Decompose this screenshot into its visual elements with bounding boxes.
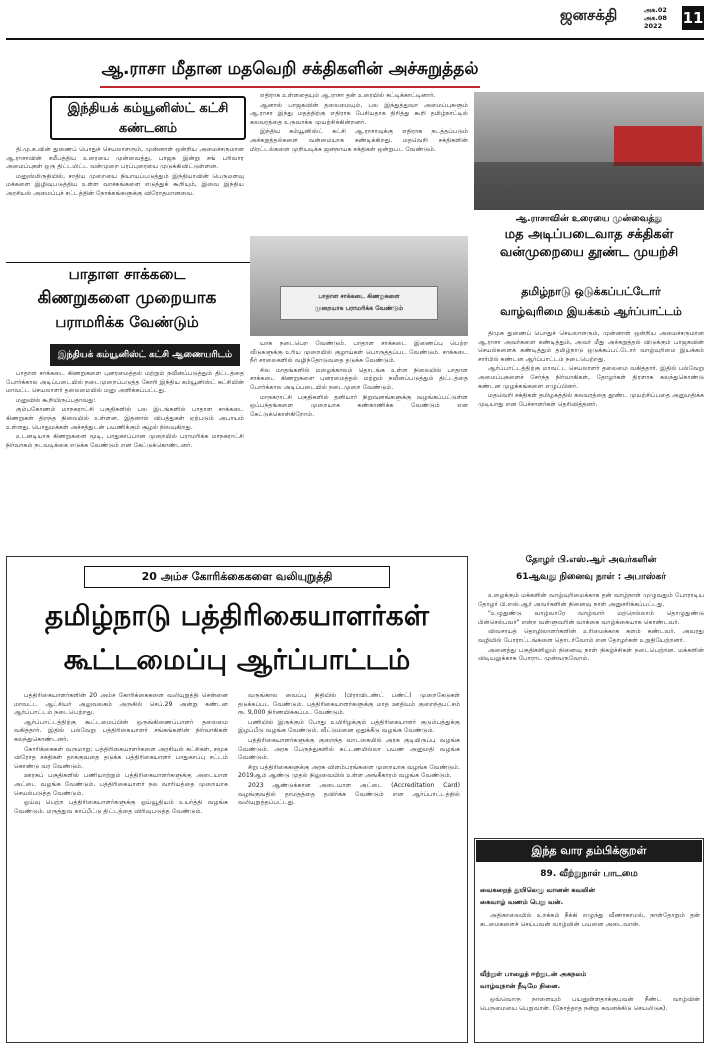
story5-col1-para4: ஊரகப் பகுதிகளில் பணியாற்றும் பத்திரிகையாளர்களுக்கு அடையாள அட்டை வழங்க வேண்டும். பத்திரிகையாளர் நல வாரியத்தை முறையாக செயல்படுத்த வேண்டும். bbox=[14, 772, 228, 797]
story5-col2-para5: 2023 ஆண்டுக்கான அடையாள அட்டை (Accreditation Card) வழங்குவதில் தாமதத்தை தவிர்க்க வேண்டும் என ஆர்ப்பாட்டத்தில் வலியுறுத்தப்பட்டது. bbox=[238, 781, 460, 807]
story1-body bbox=[6, 146, 244, 256]
story5-headline-line1: தமிழ்நாடு பத்திரிகையாளர்கள் bbox=[45, 599, 429, 632]
story4-para4: அனைத்து பகுதிகளிலும் நினைவு நாள் நிகழ்ச்சிகள் நடைபெற்றன. மக்களின் விடியலுக்காக போராட முன்வருவோம். bbox=[478, 646, 704, 663]
protest-photo-top bbox=[474, 92, 704, 210]
petition-photo bbox=[250, 236, 468, 336]
story5-col2-para4: சிறு பத்திரிகைகளுக்கு அரசு விளம்பரங்களை முறையாக வழங்க வேண்டும். 2019ஆம் ஆண்டு முதல் நிலுவையில் உள்ள அங்கீகாரம் வழங்க வேண்டும். bbox=[238, 763, 460, 780]
story2-org-box bbox=[10, 344, 244, 366]
story5-col1-para1: பத்திரிகையாளர்களின் 20 அம்ச கோரிக்கைகளை வலியுறுத்தி சென்னை மாவட்ட ஆட்சியர் அலுவலகம் அருகில் செப்.29 அன்று கண்டன ஆர்ப்பாட்டம் நடைபெற்றது. bbox=[14, 692, 228, 717]
thirukkural-verse bbox=[480, 884, 700, 910]
story5-col2 bbox=[238, 692, 460, 1036]
photo2-banner-line1: பாதாள சாக்கடை கிணறுகளை bbox=[318, 293, 400, 300]
headline-underline bbox=[100, 86, 480, 88]
photo2-banner-line2: முறையாக பராமரிக்க வேண்டும் bbox=[314, 305, 404, 312]
date-line1: அக.02 bbox=[644, 6, 667, 14]
photo2-banner bbox=[280, 286, 438, 320]
story4-para3: விவசாயத் தொழிலாளர்களின் உரிமைக்காக களம் கண்டவர். அவரது வழியில் போராட்டங்களை தொடர்வோம் என தோழர்கள் உறுதியேற்றனர். bbox=[478, 628, 704, 644]
photo-crowd-shape bbox=[474, 162, 704, 210]
date-block bbox=[644, 6, 678, 36]
story3-para2: ஆர்ப்பாட்டத்திற்கு மாவட்ட செயலாளர் தலைமை வகித்தார். இதில் பல்வேறு அமைப்புகளைச் சேர்ந்த நிர்வாகிகள், தோழர்கள் திரளாக கலந்துகொண்டு கண்டன முழக்கங்களை எழுப்பினர். bbox=[478, 365, 704, 390]
verse-line4: வாழ்வுநான் நீடிமே நினை. bbox=[480, 982, 561, 990]
verse-line3: வீற்றுள் பாழைத் ஈற்றுடன் அகநலம் bbox=[480, 970, 587, 978]
story3-headline-line1: தமிழ்நாடு ஒடுக்கப்பட்டோர் bbox=[521, 285, 661, 298]
thirukkural-verse2 bbox=[480, 968, 700, 994]
story5-col1-para5: ஓய்வு பெற்ற பத்திரிகையாளர்களுக்கு ஓய்வூதியம் உயர்த்தி வழங்க வேண்டும். மருத்துவ காப்பீட்டு திட்டத்தை விரிவுபடுத்த வேண்டும். bbox=[14, 799, 228, 815]
verse-line1: வைகறைத் துயிலெழு வானன் கவலின் bbox=[480, 886, 595, 894]
thirukkural-title: இந்த வார தம்பிக்குறள் bbox=[476, 840, 702, 862]
caption-line1: ஆ.ராசாவின் உரையை முன்வைத்து bbox=[515, 214, 663, 224]
story5-col2-para1: வருங்கால வைப்பு நிதியில் (பிராவிடண்ட் பண்ட்) முறைகேடுகள் தடுக்கப்பட வேண்டும். பத்திரிகையாளர்களுக்கு மாத ஊதியம் குறைந்தபட்சம் ரூ. 9,000 நிர்ணயிக்கப்பட வேண்டும். bbox=[238, 692, 460, 717]
header-rule bbox=[6, 38, 704, 40]
story5-col1-para3: கோரிக்கைகள் வருமாறு: பத்திரிகையாளர்களை அரசியல் கட்சிகள், சமூக விரோத சக்திகள் தாக்குவதை தடுக்க பத்திரிகையாளர் பாதுகாப்பு சட்டம் கொண்டு வர வேண்டும். bbox=[14, 745, 228, 770]
story1-para1: தி.மு.க.வின் துணைப் பொதுச் செயலாளரும், முன்னாள் ஒன்றிய அமைச்சருமான ஆ.ராசாவின் சமீபத்திய உரையை முன்வைத்து, பாஜக இன்று சங் பரிவார அமைப்புகள் ஒரு திட்டமிட்ட வன்முறை பரப்புரையை முடுக்கிவிட்டுள்ளன. bbox=[6, 146, 244, 171]
story5-col2-para3: பத்திரிகையாளர்களுக்கு குறைந்த வாடகையில் அரசு குடியிருப்பு வழங்க வேண்டும். அரசு பேருந்துகளில் கட்டணமில்லா பயண அனுமதி வழங்க வேண்டும். bbox=[238, 736, 460, 762]
photo-banner-shape bbox=[614, 126, 702, 166]
date-line2: அக.08 bbox=[644, 14, 667, 22]
story1-org-box: இந்தியக் கம்யூனிஸ்ட் கட்சி கண்டனம் bbox=[50, 96, 246, 140]
story2-cont-para2: சில மாதங்களில் மழைக்காலம் தொடங்க உள்ள நிலையில் பாதாள சாக்கடை கிணறுகளை புனரமைத்தல் மற்றும் நவீனப்படுத்தும் திட்டத்தை போர்க்கால அடிப்படையில் நடைமுறை வேண்டும். bbox=[250, 366, 468, 391]
story2-para3: கும்பகோணம் மாநகராட்சி பகுதிகளில் பல இடங்களில் பாதாள சாக்கடை கிணறுகள் திறந்த நிலையில் உள்ளன. இதனால் விபத்துகள் ஏற்படும் அபாயம் உள்ளது. பொதுமக்கள் அச்சத்துடன் பயணிக்கும் சூழல் நிலவுகிறது. bbox=[6, 406, 244, 431]
story2-continued bbox=[250, 340, 468, 552]
story3-headline-line2: வாழ்வுரிமை இயக்கம் ஆர்ப்பாட்டம் bbox=[500, 305, 682, 318]
story2-headline-line3: பராமரிக்க வேண்டும் bbox=[55, 313, 199, 331]
thirukkural-explanation2 bbox=[480, 996, 700, 1040]
story4-headline bbox=[478, 552, 704, 590]
thirukkural-para1: அதிகாலையில் உறக்கம் நீக்கி எழுந்து வீணாகாமல், நாள்தோறும் தன் கடமைகளைச் செய்பவன் வாழ்வின் பயனை அடைவான். bbox=[480, 912, 700, 928]
story5-headline bbox=[14, 594, 460, 686]
masthead: ஜனசக்தி bbox=[560, 6, 618, 24]
story5-col1 bbox=[14, 692, 228, 1036]
story4-headline-line1: தோழர் பி.எஸ்.ஆர் அவர்களின் bbox=[525, 555, 657, 565]
story1-cont-para1: எதிராக உள்ளதையும் ஆ.ராசா தன் உரையில் சுட்டிக்காட்டினார். bbox=[260, 92, 436, 99]
caption-line2: மத அடிப்படைவாத சக்திகள் bbox=[504, 227, 674, 242]
thirukkural-chapter: 89. வீற்றுநாள் பாடமை bbox=[540, 869, 638, 879]
story2-headline bbox=[10, 262, 244, 338]
story2-para2: மனுவில் கூறியிருப்பதாவது: bbox=[16, 396, 96, 404]
story2-headline-line1: பாதாள சாக்கடை bbox=[68, 265, 186, 283]
story5-kicker: 20 அம்ச கோரிக்கைகளை வலியுறுத்தி bbox=[84, 566, 390, 588]
story3-body bbox=[478, 330, 704, 550]
story5-col2-para2: பணியில் இருக்கும் போது உயிரிழக்கும் பத்திரிகையாளர் குடும்பத்துக்கு இழப்பீடு வழங்க வேண்டும். வீட்டுமனை ஒதுக்கீடு வழங்க வேண்டும். bbox=[238, 718, 460, 735]
thirukkural-para2: ஒவ்வொரு நாளையும் பயனுள்ளதாக்குபவன் நீண்ட வாழ்வின் பெருமையை பெறுவான். (நோத்தாத நன்று கவனக்கிடு செயலிடுக). bbox=[480, 996, 700, 1012]
story5-headline-line2: கூட்டமைப்பு ஆர்ப்பாட்டம் bbox=[63, 643, 411, 676]
story4-headline-line2: 61ஆவது நினைவு நாள் : அபாஸ்கர் bbox=[516, 572, 666, 582]
story4-para2: "உழுதுண்டு வாழ்வாரே வாழ்வார் மற்றெல்லாம் தொழுதுண்டு பின்செல்பவர்" என்ற வள்ளுவரின் வாக்கை வாழ்க்கையாக கொண்டவர். bbox=[478, 610, 704, 626]
story1-cont-para2: ஆனால் பாஜகவின் தலைமையும், பல இந்துத்துவா அமைப்புகளும் ஆ.ராசா இந்து மதத்திற்கு எதிராக பேசியதாக திரித்து கூறி தமிழ்நாட்டில் கலவரத்தை உருவாக்க முயற்சிக்கின்றனர். bbox=[250, 101, 468, 126]
story1-para2: மனுஸ்மிருதியில், சாதிய முறையை நியாயப்படுத்தும் இந்தியாவின் பெருமளவு மக்களை இழிவுபடுத்திய உள்ள வாசகங்களை எடுத்துக் கூறியும், இவை இந்திய அரசியல் அமைப்புச் சட்டத்தின் நோக்கங்களுக்கு விரோதமானவை. bbox=[6, 172, 244, 197]
story3-headline bbox=[478, 282, 704, 328]
thirukkural-explanation1 bbox=[480, 912, 700, 964]
photo1-caption bbox=[474, 212, 704, 276]
year: 2022 bbox=[644, 22, 663, 30]
story2-headline-line2: கிணறுகளை முறையாக bbox=[37, 288, 217, 308]
story3-para1: திமுக துணைப் பொதுச் செயலாளரும், முன்னாள் ஒன்றிய அமைச்சருமான ஆ.ராசா அவர்களை கண்டித்தும், அவர் மீது அச்சுறுத்தல் விடுக்கும் பாஜகவின் செயல்களைக் கண்டித்தும் தமிழ்நாடு ஒடுக்கப்பட்டோர் வாழ்வுரிமை இயக்கம் சார்பில் கண்டன ஆர்ப்பாட்டம் நடைபெற்றது. bbox=[478, 330, 704, 363]
story2-cont-para3: மாநகராட்சி பகுதிகளில் தனியார் நிறுவனங்களுக்கு வழங்கப்பட்டுள்ள ஒப்பந்தங்களை முறையாக கண்காணிக்க வேண்டும் என கேட்டுக்கொள்கிறோம். bbox=[250, 393, 468, 418]
story1-continued bbox=[250, 92, 468, 242]
story5-col1-para2: ஆர்ப்பாட்டத்திற்கு கூட்டமைப்பின் ஒருங்கிணைப்பாளர் தலைமை வகித்தார். இதில் பல்வேறு பத்திரிகையாளர் சங்கங்களின் நிர்வாகிகள் கலந்துகொண்டனர். bbox=[14, 718, 228, 743]
story2-cont-para1: யாக நடைபெற வேண்டும். பாதாள சாக்கடை இணைப்பு பெற்ற வீடுகளுக்கு உரிய முறையில் குழாய்கள் பொருத்தப்பட வேண்டும். சாக்கடை நீர் சாலைகளில் வழிந்தோடுவதை தடுக்க வேண்டும். bbox=[250, 340, 468, 365]
story2-para4: உடனடியாக கிணறுகளை மூடி, பாதுகாப்பான முறையில் பராமரிக்க மாநகராட்சி நிர்வாகம் நடவடிக்கை எடுக்க வேண்டும் என கேட்டுக்கொண்டனர். bbox=[6, 433, 244, 449]
verse-line2: கைவாழ் வணம் பெறு வன். bbox=[480, 898, 564, 906]
page-number: 11 bbox=[682, 6, 704, 30]
story4-para1: உழைக்கும் மக்களின் வாழ்வுரிமைக்காக தன் வாழ்நாள் முழுவதும் போராடிய தோழர் பி.எஸ்.ஆர் அவர்களின் நினைவு நாள் அனுசரிக்கப்பட்டது. bbox=[478, 592, 704, 608]
story4-body bbox=[478, 592, 704, 834]
story1-cont-para3: இந்திய கம்யூனிஸ்ட் கட்சி ஆ.ராசாவுக்கு எதிராக நடத்தப்படும் அச்சுறுத்தல்களை வன்மையாக கண்டிக்கிறது. மதவெறி சக்திகளின் மிரட்டல்களை முறியடிக்க ஜனநாயக சக்திகள் ஒன்றுபட வேண்டும். bbox=[250, 128, 468, 153]
story2-para1: பாதாள சாக்கடை கிணறுகளை புனரமைத்தல் மற்றும் நவீனப்படுத்தும் திட்டத்தை போர்க்கால அடிப்படையில் நடைமுறைப்படுத்த கோரி இந்திய கம்யூனிஸ்ட் கட்சியின் மாவட்ட செயலாளர் தலைமையில் மனு அளிக்கப்பட்டது. bbox=[6, 370, 244, 395]
main-headline: ஆ.ராசா மீதான மதவெறி சக்திகளின் அச்சுறுத்தல் bbox=[101, 59, 479, 79]
story2-body bbox=[6, 370, 244, 552]
caption-line3: வன்முறையை தூண்ட முயற்சி bbox=[499, 245, 679, 260]
story3-para3: மதவெறி சக்திகள் தமிழகத்தில் கலவரத்தை தூண்ட முயற்சிப்பதை அனுமதிக்க முடியாது என பேச்சாளர்கள் தெரிவித்தனர். bbox=[478, 392, 704, 408]
story2-org-bar: இந்தியக் கம்யூனிஸ்ட் கட்சி ஆணையரிடம் bbox=[50, 344, 240, 366]
